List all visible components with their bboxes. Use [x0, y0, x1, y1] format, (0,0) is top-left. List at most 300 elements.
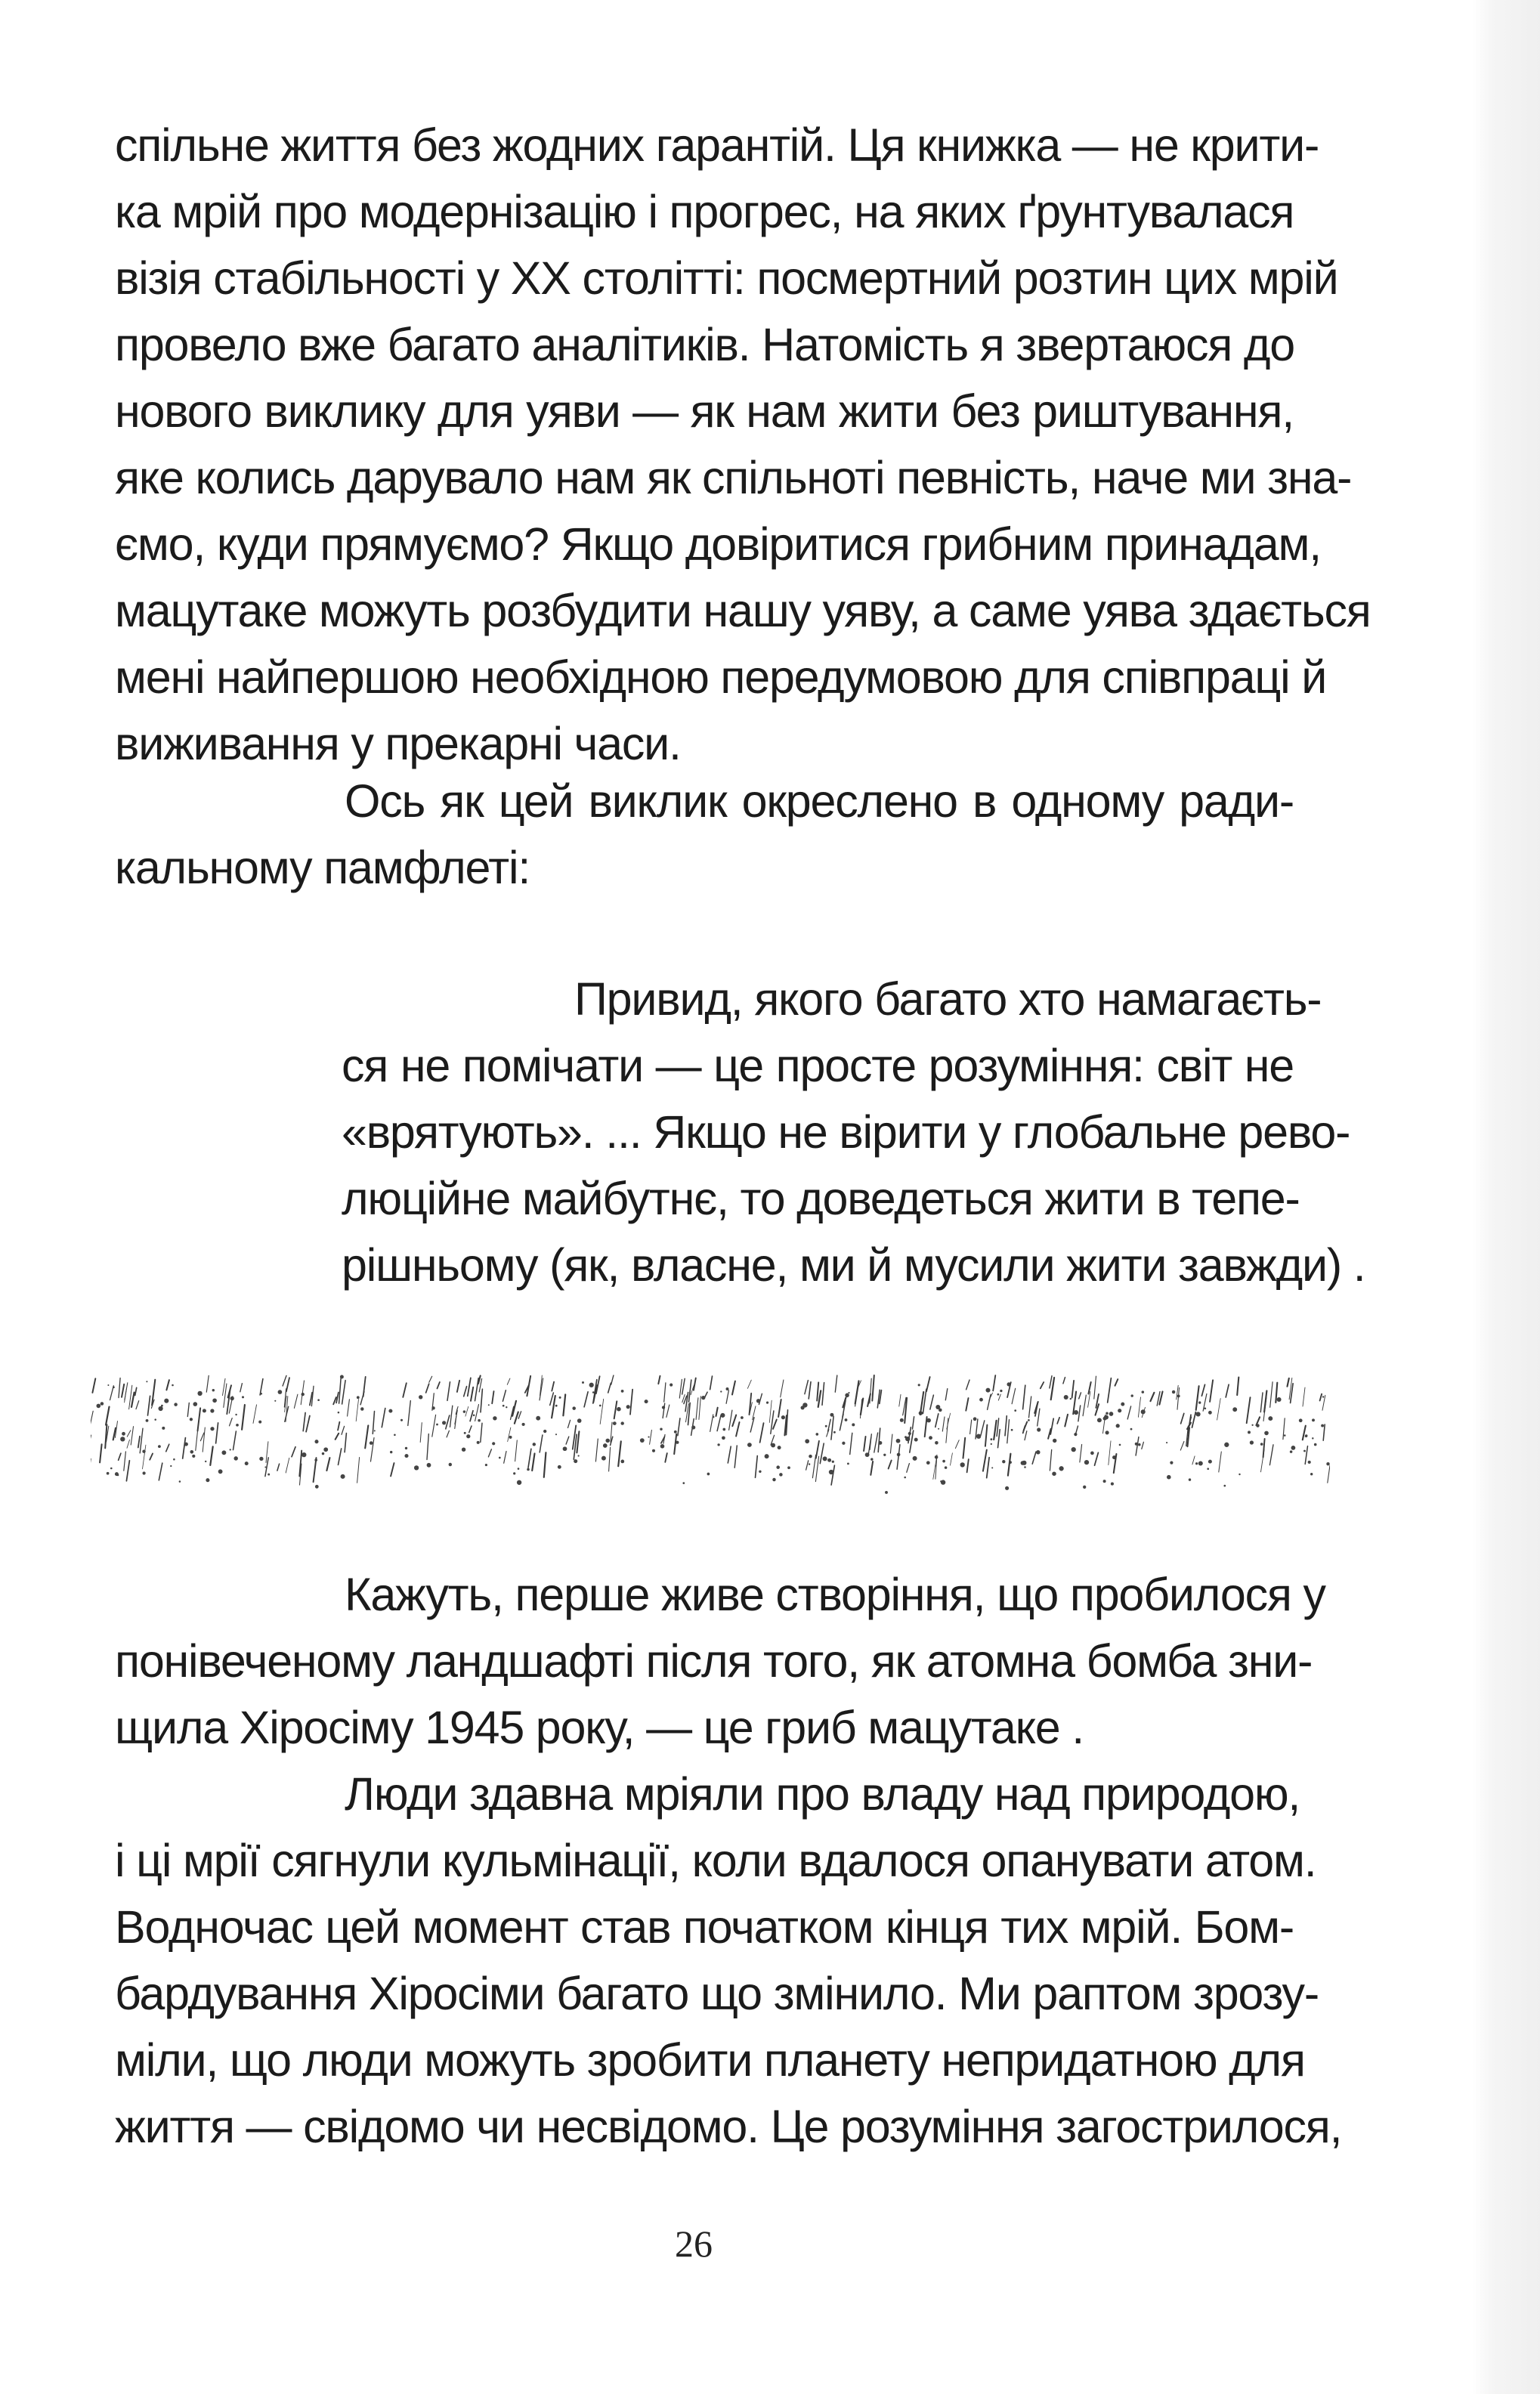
- ornament-dot: [1084, 1460, 1089, 1465]
- paragraph-dreams: [115, 1761, 1342, 2160]
- ornament-dot: [404, 1454, 408, 1458]
- ornament-dot: [230, 1449, 231, 1450]
- ornament-dot: [357, 1396, 360, 1399]
- ornament-stroke: [339, 1378, 342, 1403]
- ornament-dot: [1208, 1460, 1212, 1464]
- ornament-dot: [107, 1384, 109, 1386]
- ornament-dot: [1166, 1442, 1167, 1443]
- ornament-stroke: [568, 1420, 571, 1427]
- ornament-dot: [1196, 1412, 1201, 1416]
- ornament-dot: [190, 1450, 194, 1454]
- page-edge-shadow: [1472, 0, 1540, 2394]
- ornament-dot: [146, 1419, 149, 1422]
- ornament-dot: [212, 1398, 217, 1403]
- ornament-stroke: [1023, 1385, 1025, 1409]
- ornament-stroke: [734, 1446, 737, 1468]
- ornament-stroke: [874, 1433, 878, 1452]
- ornament-stroke: [504, 1452, 506, 1464]
- ornament-dot: [431, 1406, 434, 1409]
- ornament-stroke: [998, 1394, 1000, 1400]
- quote-line: Привид, якого багато хто намагаєть-: [574, 973, 1322, 1025]
- ornament-stroke: [864, 1437, 865, 1451]
- ornament-dot: [766, 1401, 768, 1403]
- ornament-stroke: [899, 1394, 901, 1406]
- ornament-stroke: [552, 1382, 554, 1391]
- ornament-dot: [1011, 1429, 1013, 1431]
- ornament-stroke: [131, 1427, 133, 1445]
- ornament-dot: [527, 1468, 530, 1471]
- ornament-stroke: [507, 1378, 510, 1384]
- ornament-dot: [555, 1434, 557, 1435]
- ornament-stroke: [726, 1390, 728, 1403]
- ornament-stroke: [717, 1415, 721, 1431]
- ornament-stroke: [1260, 1393, 1263, 1412]
- ornament-stroke: [481, 1423, 482, 1442]
- ornament-dot: [559, 1396, 561, 1399]
- ornament-stroke: [747, 1380, 751, 1388]
- ornament-stroke: [365, 1425, 368, 1448]
- ornament-dot: [1097, 1418, 1102, 1422]
- ornament-dot: [323, 1447, 328, 1452]
- ornament-dot: [707, 1473, 710, 1476]
- ornament-stroke: [339, 1449, 342, 1465]
- ornament-dot: [645, 1400, 648, 1403]
- ornament-stroke: [420, 1423, 422, 1443]
- ornament-dot: [205, 1461, 206, 1462]
- ornament-stroke: [403, 1383, 407, 1397]
- ornament-stroke: [183, 1438, 186, 1458]
- ornament-stroke: [1219, 1452, 1222, 1472]
- ornament-dot: [555, 1405, 558, 1407]
- ornament-dot: [360, 1407, 363, 1410]
- ornament-stroke: [1136, 1437, 1139, 1455]
- ornament-dot: [210, 1427, 214, 1431]
- ornament-dot: [1167, 1475, 1171, 1480]
- ornament-stroke: [994, 1421, 996, 1440]
- ornament-dot: [464, 1432, 466, 1434]
- ornament-dot: [776, 1465, 780, 1469]
- ornament-dot: [1119, 1444, 1121, 1446]
- ornament-dot: [1277, 1397, 1282, 1402]
- ornament-dot: [1052, 1471, 1056, 1476]
- ornament-stroke: [492, 1391, 493, 1403]
- paragraph-intro: [115, 768, 1294, 901]
- ornament-stroke: [878, 1428, 880, 1452]
- ornament-stroke: [831, 1416, 833, 1440]
- quote-line: ся не помічати — це просте розуміння: світ не: [342, 1040, 1294, 1091]
- ornament-dot: [905, 1436, 907, 1438]
- ornament-stroke: [566, 1437, 569, 1444]
- ornament-stroke: [1109, 1441, 1111, 1465]
- ornament-stroke: [338, 1422, 339, 1431]
- ornament-stroke: [987, 1458, 989, 1478]
- ornament-stroke: [614, 1401, 617, 1418]
- ornament-dot: [107, 1472, 110, 1475]
- ornament-dot: [1284, 1434, 1286, 1437]
- ornament-stroke: [584, 1392, 588, 1407]
- ornament-dot: [1224, 1443, 1229, 1447]
- ornament-dot: [233, 1456, 237, 1460]
- ornament-stroke: [544, 1452, 546, 1477]
- text-line: нового виклику для уяви — як нам жити без риштування,: [115, 385, 1294, 437]
- ornament-dot: [390, 1451, 392, 1453]
- ornament-dot: [466, 1434, 470, 1438]
- ornament-dot: [117, 1474, 119, 1477]
- ornament-dot: [1106, 1412, 1109, 1415]
- ornament-dot: [374, 1430, 376, 1431]
- ornament-stroke: [1196, 1386, 1199, 1410]
- ornament-dot: [648, 1437, 649, 1438]
- ornament-stroke: [650, 1430, 652, 1444]
- text-line: Ось як цей виклик окреслено в одному ради-: [345, 775, 1294, 827]
- ornament-stroke: [242, 1405, 245, 1430]
- quote-line: рішньому (як, власне, ми й мусили жити завжди) .: [342, 1239, 1365, 1291]
- ornament-stroke: [528, 1449, 531, 1468]
- ornament-stroke: [469, 1426, 472, 1433]
- ornament-dot: [162, 1427, 165, 1430]
- ornament-stroke: [1305, 1446, 1307, 1465]
- ornament-dot: [759, 1471, 761, 1473]
- ornament-stroke: [1079, 1393, 1081, 1399]
- text-line: ємо, куди прямуємо? Якщо довіритися грибним принадам,: [115, 518, 1321, 570]
- ornament-dot: [1314, 1443, 1317, 1446]
- ornament-dot: [1130, 1428, 1133, 1431]
- ornament-stroke: [1138, 1397, 1140, 1417]
- ornament-stroke: [447, 1431, 449, 1437]
- ornament-dot: [1189, 1478, 1191, 1480]
- ornament-dot: [621, 1390, 624, 1393]
- ornament-stroke: [694, 1378, 696, 1390]
- ornament-stroke: [963, 1438, 966, 1458]
- ornament-stroke: [966, 1398, 968, 1411]
- ornament-stroke: [696, 1398, 698, 1420]
- ornament-stroke: [664, 1383, 666, 1402]
- ornament-dot: [960, 1462, 965, 1467]
- ornament-dot: [942, 1460, 945, 1463]
- ornament-stroke: [926, 1377, 930, 1391]
- ornament-stroke: [611, 1375, 614, 1384]
- ornament-dot: [419, 1395, 422, 1399]
- ornament-dot: [260, 1393, 262, 1395]
- ornament-stroke: [1303, 1426, 1306, 1440]
- ornament-dot: [536, 1416, 540, 1421]
- ornament-dot: [154, 1418, 156, 1421]
- ornament-stroke: [187, 1403, 189, 1416]
- ornament-dot: [485, 1464, 487, 1466]
- ornament-dot: [991, 1443, 992, 1445]
- ornament-stroke: [595, 1439, 598, 1461]
- ornament-dot: [1072, 1447, 1076, 1452]
- ornament-dot: [267, 1474, 270, 1476]
- ornament-stroke: [1041, 1382, 1044, 1388]
- ornament-dot: [370, 1441, 373, 1445]
- ornament-dot: [210, 1409, 214, 1412]
- ornament-dot: [1303, 1450, 1306, 1452]
- ornament-dot: [159, 1406, 163, 1411]
- ornament-stroke: [835, 1375, 837, 1392]
- ornament-dot: [533, 1443, 536, 1446]
- ornament-stroke: [809, 1382, 811, 1399]
- ornament-dot: [985, 1388, 990, 1393]
- text-line: Люди здавна мріяли про владу над природою,: [345, 1768, 1300, 1820]
- ornament-dot: [787, 1466, 790, 1469]
- ornament-stroke: [805, 1381, 809, 1394]
- ornament-stroke: [1192, 1456, 1195, 1465]
- ornament-stroke: [1095, 1452, 1099, 1465]
- ornament-dot: [258, 1421, 261, 1424]
- ornament-stroke: [1127, 1406, 1130, 1419]
- ornament-stroke: [286, 1458, 289, 1473]
- text-line: бардування Хіросіми багато що змінило. Ми раптом зрозу-: [115, 1968, 1319, 2019]
- ornament-dot: [991, 1438, 993, 1440]
- ornament-dot: [259, 1457, 263, 1461]
- ornament-stroke: [1078, 1406, 1081, 1421]
- ornament-dot: [414, 1465, 419, 1470]
- ornament-stroke: [1320, 1394, 1322, 1401]
- ornament-stroke: [998, 1430, 1000, 1448]
- ornament-stroke: [216, 1423, 218, 1443]
- ornament-dot: [499, 1457, 501, 1459]
- ornament-dot: [1028, 1419, 1030, 1421]
- ornament-dot: [592, 1391, 595, 1393]
- ornament-dot: [1106, 1431, 1109, 1434]
- ornament-stroke: [203, 1427, 205, 1452]
- ornament-stroke: [166, 1444, 169, 1452]
- ornament-dot: [929, 1436, 932, 1440]
- text-line: ка мрій про модернізацію і прогрес, на яких ґрунтувалася: [115, 186, 1294, 237]
- ornament-stroke: [127, 1440, 130, 1448]
- ornament-stroke: [124, 1452, 126, 1471]
- ornament-stroke: [240, 1384, 243, 1392]
- ornament-stroke: [391, 1463, 394, 1476]
- ornament-dot: [314, 1440, 318, 1443]
- ornament-stroke: [1029, 1396, 1031, 1418]
- ornament-dot: [720, 1390, 722, 1392]
- ornament-stroke: [778, 1400, 781, 1417]
- ornament-dot: [908, 1432, 911, 1435]
- ornament-stroke: [503, 1390, 506, 1402]
- ornament-stroke: [294, 1394, 298, 1408]
- ornament-dot: [669, 1384, 673, 1387]
- ornament-stroke: [970, 1420, 972, 1434]
- ornament-dot: [174, 1403, 178, 1406]
- ornament-stroke: [446, 1415, 450, 1429]
- ornament-dot: [904, 1477, 906, 1479]
- ornament-dot: [517, 1480, 521, 1485]
- ornament-dot: [477, 1441, 480, 1444]
- ornament-stroke: [92, 1378, 95, 1393]
- ornament-stroke: [283, 1375, 286, 1386]
- ornament-stroke: [678, 1418, 680, 1436]
- ornament-stroke: [292, 1447, 295, 1457]
- text-line: мацутаке можуть розбудити нашу уяву, а саме уява здається: [115, 585, 1371, 636]
- ornament-dot: [918, 1384, 920, 1386]
- ornament-dot: [582, 1381, 584, 1384]
- ornament-stroke: [983, 1450, 987, 1471]
- ornament-stroke: [815, 1456, 818, 1481]
- ornament-stroke: [1192, 1412, 1196, 1428]
- ornament-stroke: [942, 1417, 945, 1431]
- ornament-dot: [101, 1402, 104, 1406]
- ornament-stroke: [532, 1454, 534, 1471]
- ornament-dot: [1053, 1439, 1056, 1443]
- ornament-stroke: [930, 1395, 934, 1409]
- ornament-dot: [400, 1419, 403, 1421]
- ornament-dot: [1238, 1474, 1240, 1475]
- ornament-stroke: [1094, 1376, 1096, 1399]
- ornament-dot: [617, 1407, 621, 1412]
- ornament-dot: [827, 1458, 831, 1462]
- ornament-stroke: [106, 1407, 109, 1425]
- ornament-dot: [1022, 1461, 1026, 1465]
- ornament-stroke: [223, 1378, 226, 1395]
- ornament-stroke: [945, 1389, 948, 1400]
- ornament-dot: [572, 1406, 576, 1410]
- ornament-stroke: [760, 1423, 764, 1443]
- ornament-dot: [173, 1458, 175, 1461]
- ornament-stroke: [126, 1461, 129, 1481]
- ornament-stroke: [119, 1378, 120, 1398]
- ornament-stroke: [450, 1406, 453, 1427]
- ornament-dot: [340, 1375, 344, 1379]
- ornament-stroke: [348, 1400, 350, 1416]
- ornament-dot: [493, 1416, 496, 1420]
- ornament-dot: [601, 1456, 606, 1461]
- ornament-stroke: [682, 1378, 685, 1394]
- ornament-stroke: [342, 1381, 346, 1404]
- ornament-stroke: [665, 1453, 667, 1462]
- ornament-dot: [317, 1399, 320, 1401]
- ornament-dot: [1172, 1390, 1175, 1393]
- ornament-dot: [405, 1447, 407, 1449]
- ornament-dot: [682, 1482, 685, 1484]
- ornament-dot: [97, 1404, 101, 1409]
- ornament-dot: [747, 1443, 752, 1447]
- ornament-stroke: [781, 1380, 784, 1397]
- ornament-dot: [945, 1466, 948, 1469]
- ornament-stroke: [527, 1376, 530, 1396]
- ornament-dot: [940, 1480, 942, 1482]
- ornament-stroke: [481, 1389, 482, 1412]
- ornament-dot: [809, 1463, 810, 1465]
- ornament-dot: [142, 1450, 145, 1453]
- ornament-stroke: [600, 1399, 604, 1424]
- ornament-stroke: [674, 1434, 676, 1454]
- ornament-dot: [478, 1419, 481, 1422]
- ornament-dot: [120, 1437, 125, 1441]
- ornament-stroke: [1151, 1393, 1155, 1401]
- ornament-dot: [1248, 1431, 1251, 1434]
- page-number: 26: [675, 2222, 713, 2265]
- ornament-stroke: [488, 1449, 491, 1457]
- ornament-stroke: [736, 1422, 739, 1437]
- ornament-stroke: [138, 1437, 140, 1448]
- text-line: яке колись дарувало нам як спільноті певність, наче ми зна-: [115, 452, 1352, 503]
- ornament-dot: [741, 1416, 744, 1419]
- ornament-dot: [976, 1434, 981, 1439]
- ornament-stroke: [1008, 1454, 1011, 1476]
- ornament-stroke: [159, 1463, 162, 1480]
- ornament-dot: [1204, 1407, 1206, 1409]
- ornament-dot: [1074, 1410, 1078, 1415]
- text-line: кальному памфлеті:: [115, 842, 530, 893]
- ornament-stroke: [426, 1384, 429, 1393]
- ornament-dot: [142, 1471, 145, 1474]
- block-quote: [115, 966, 1365, 1298]
- ornament-stroke: [756, 1456, 758, 1478]
- ornament-dot: [1321, 1424, 1324, 1427]
- ornament-stroke: [1072, 1381, 1075, 1398]
- ornament-dot: [179, 1480, 181, 1483]
- ornament-dot: [1312, 1437, 1313, 1439]
- ornament-stroke: [475, 1405, 479, 1421]
- ornament-dot: [338, 1412, 340, 1414]
- ornament-stroke: [951, 1453, 953, 1465]
- ornament-stroke: [1181, 1413, 1184, 1424]
- ornament-dot: [815, 1433, 818, 1436]
- ornament-dot: [1138, 1443, 1141, 1446]
- ornament-dot: [1170, 1461, 1173, 1465]
- ornament-stroke: [870, 1378, 871, 1403]
- ornament-stroke: [716, 1408, 718, 1416]
- ornament-stroke: [91, 1411, 93, 1426]
- ornament-stroke: [925, 1417, 927, 1437]
- ornament-stroke: [260, 1379, 263, 1395]
- ornament-stroke: [1025, 1431, 1027, 1440]
- ornament-dot: [203, 1409, 206, 1412]
- ornament-stroke: [135, 1387, 137, 1395]
- ornament-stroke: [1063, 1378, 1065, 1384]
- ornament-dot: [713, 1416, 714, 1418]
- ornament-stroke: [464, 1387, 467, 1396]
- ornament-stroke: [475, 1378, 479, 1401]
- ornament-dot: [172, 1384, 174, 1387]
- ornament-dot: [462, 1448, 465, 1452]
- ornament-dot: [388, 1409, 392, 1413]
- ornament-dot: [979, 1398, 983, 1402]
- ornament-stroke: [955, 1440, 959, 1449]
- ornament-stroke: [1057, 1418, 1059, 1424]
- ornament-dot: [1000, 1390, 1002, 1392]
- ornament-stroke: [710, 1376, 713, 1390]
- ornament-stroke: [471, 1387, 473, 1401]
- ornament-dot: [158, 1445, 161, 1448]
- ornament-stroke: [608, 1383, 611, 1393]
- ornament-dot: [522, 1423, 525, 1426]
- ornament-stroke: [100, 1444, 102, 1462]
- ornament-stroke: [200, 1433, 204, 1441]
- ornament-stroke: [946, 1418, 948, 1443]
- ornament-stroke: [966, 1380, 969, 1390]
- ornament-stroke: [855, 1381, 859, 1403]
- ornament-dot: [717, 1443, 719, 1446]
- ornament-stroke: [1237, 1378, 1238, 1396]
- ornament-dot: [847, 1463, 849, 1465]
- ornament-dot: [192, 1455, 195, 1458]
- ornament-stroke: [314, 1458, 317, 1482]
- ornament-dot: [660, 1444, 665, 1449]
- ornament-dot: [236, 1424, 239, 1427]
- ornament-stroke: [935, 1414, 939, 1427]
- ornament-dot: [314, 1458, 317, 1461]
- ornament-dot: [1070, 1398, 1072, 1400]
- ornament-dot: [302, 1452, 306, 1457]
- ornament-stroke: [253, 1405, 257, 1424]
- ornament-stroke: [540, 1435, 543, 1452]
- ornament-stroke: [732, 1381, 735, 1395]
- ornament-stroke: [286, 1378, 289, 1391]
- ornament-stroke: [306, 1416, 310, 1432]
